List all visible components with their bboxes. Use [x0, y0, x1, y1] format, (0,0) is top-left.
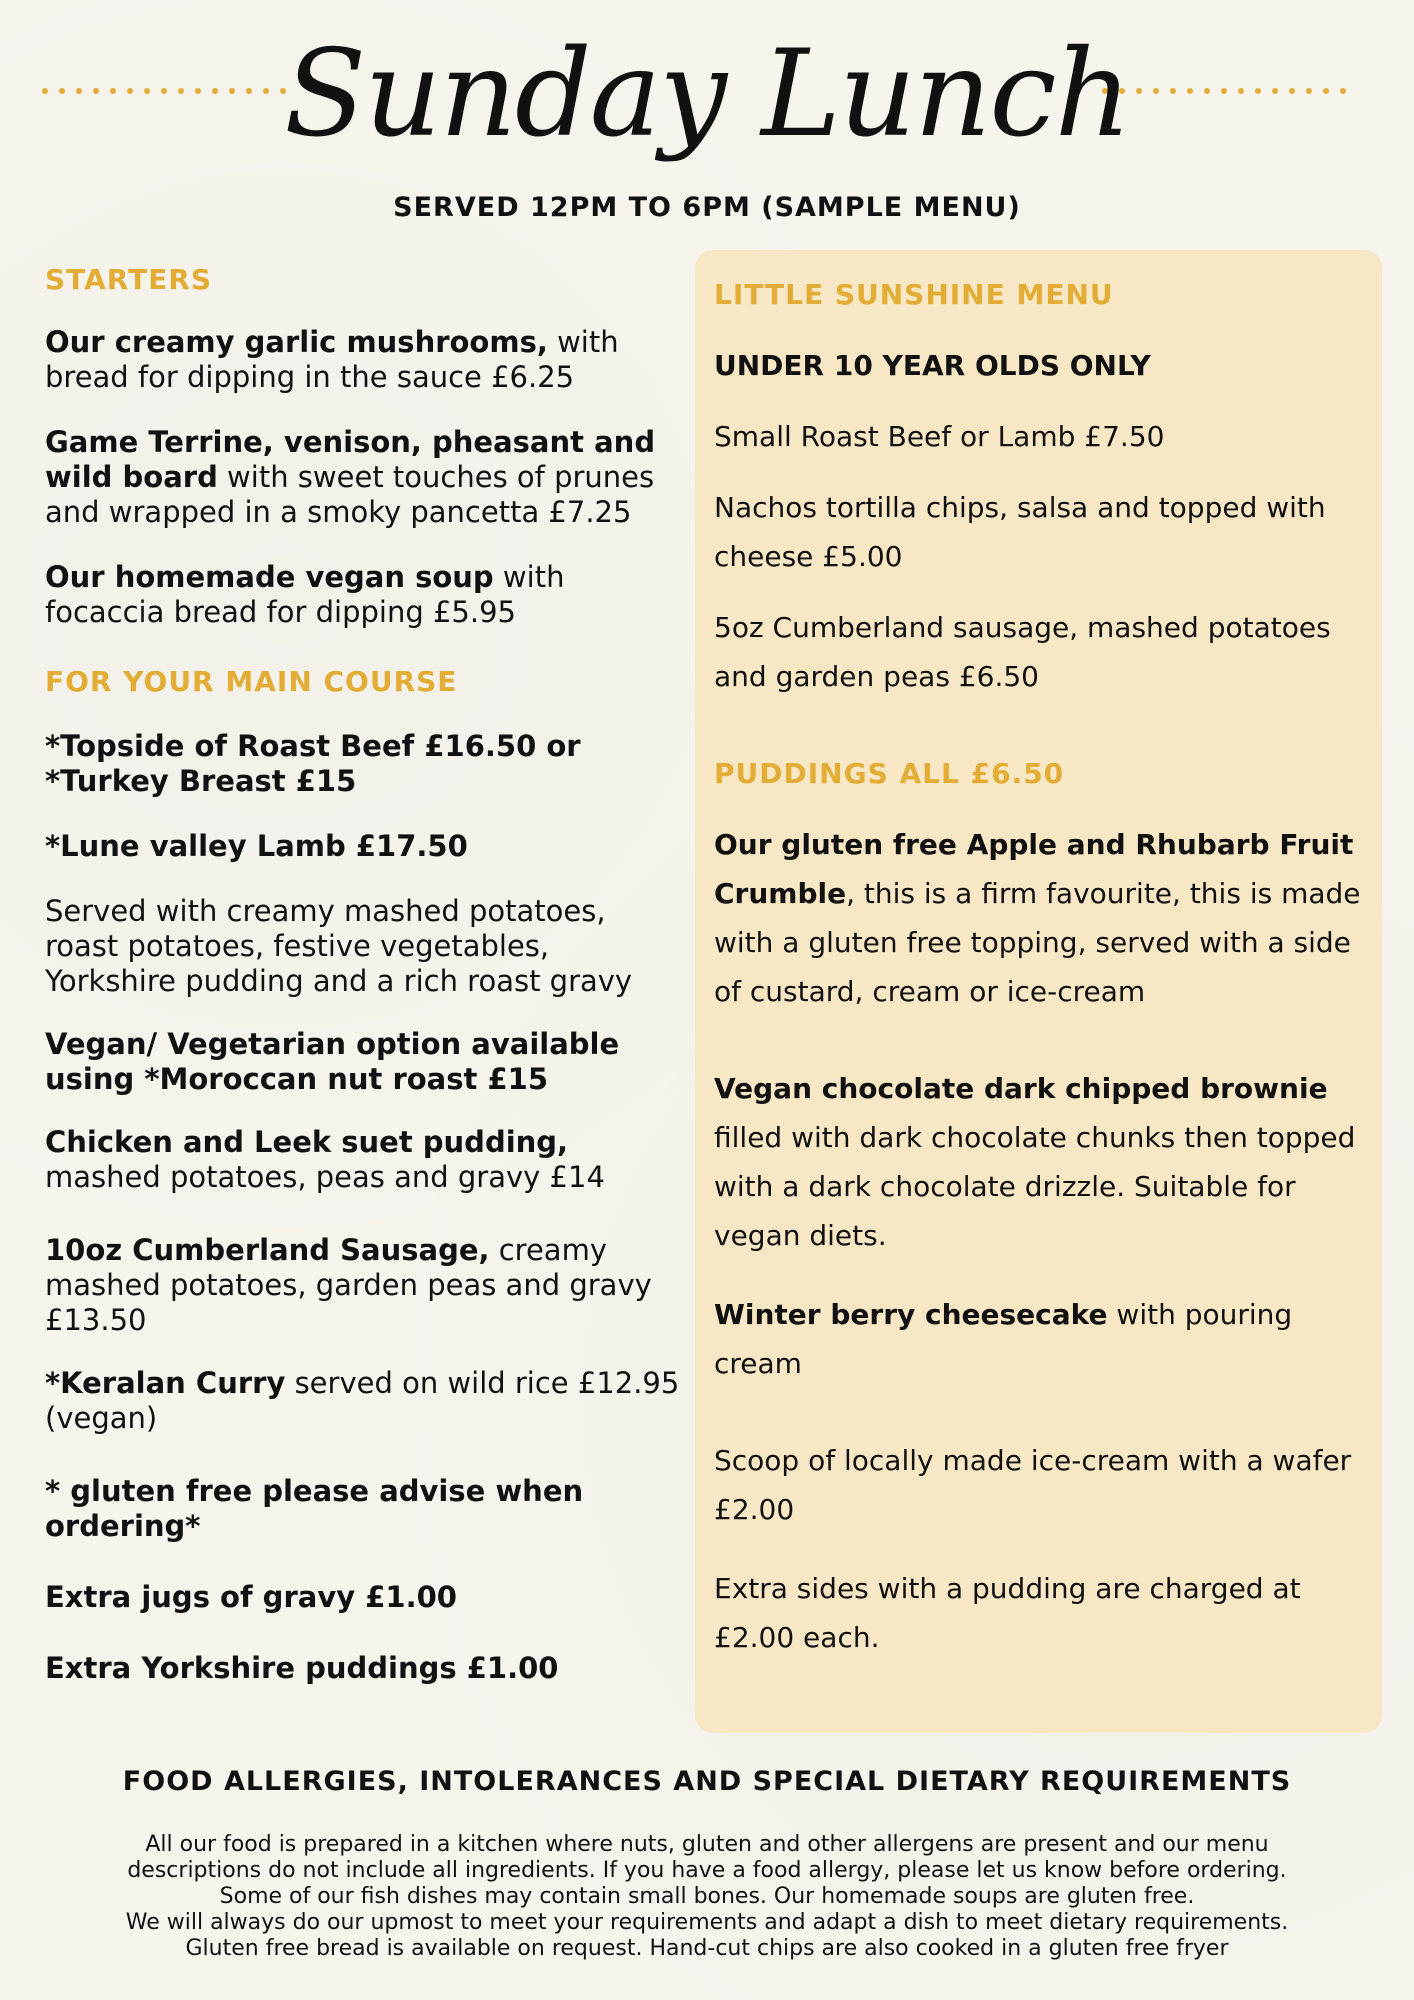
- main-item: [45, 729, 685, 799]
- item-name: Our creamy garlic mushrooms,: [45, 325, 548, 359]
- left-column: [45, 262, 685, 1686]
- item-name: *Lune valley Lamb £17.50: [45, 829, 468, 863]
- main-item: [45, 1125, 685, 1195]
- starter-item: [45, 325, 685, 395]
- item-name: *Topside of Roast Beef £16.50 or *Turkey Breast £15: [45, 729, 581, 798]
- item-name: Winter berry cheesecake: [714, 1298, 1108, 1331]
- item-desc: creamy mashed potatoes, garden peas and gravy £13.50: [45, 1233, 652, 1337]
- main-item: [45, 829, 685, 864]
- item-name: Our gluten free Apple and Rhubarb Fruit Crumble: [714, 828, 1354, 910]
- page-title: Sunday Lunch: [284, 25, 1130, 164]
- item-name: Chicken and Leek suet pudding,: [45, 1125, 569, 1159]
- item-name: Vegan chocolate dark chipped brownie: [714, 1072, 1328, 1105]
- pudding-item: [714, 1064, 1374, 1260]
- item-desc: with bread for dipping in the sauce £6.25: [45, 325, 619, 394]
- kids-age-note: UNDER 10 YEAR OLDS ONLY: [714, 349, 1151, 382]
- main-course-heading: FOR YOUR MAIN COURSE: [45, 665, 458, 698]
- starter-item: [45, 560, 685, 630]
- pudding-item: [714, 1564, 1374, 1662]
- puddings-heading: PUDDINGS ALL £6.50: [714, 757, 1065, 790]
- allergy-notice: [40, 1832, 1374, 1962]
- allergy-line: Gluten free bread is available on request. Hand-cut chips are also cooked in a gluten free fryer: [185, 1936, 1229, 1961]
- item-desc: with focaccia bread for dipping £5.95: [45, 560, 565, 629]
- item-desc: served on wild rice £12.95 (vegan): [45, 1366, 680, 1435]
- item-name: *Keralan Curry: [45, 1366, 286, 1400]
- item-desc: filled with dark chocolate chunks then topped with a dark chocolate drizzle. Suitable for vegan diets.: [714, 1121, 1356, 1252]
- allergy-line: descriptions do not include all ingredients. If you have a food allergy, please let us know before ordering.: [127, 1858, 1287, 1883]
- item-name: Our homemade vegan soup: [45, 560, 494, 594]
- main-item: [45, 1233, 685, 1338]
- item-name: Extra jugs of gravy £1.00: [45, 1580, 457, 1614]
- pudding-item: [714, 1436, 1374, 1534]
- item-name: * gluten free please advise when ordering*: [45, 1474, 584, 1543]
- item-desc: Extra sides with a pudding are charged at £2.00 each.: [714, 1572, 1301, 1654]
- kids-menu-heading: LITTLE SUNSHINE MENU: [714, 278, 1114, 311]
- item-desc: Served with creamy mashed potatoes, roast potatoes, festive vegetables, Yorkshire pudding and a rich roast gravy: [45, 894, 633, 998]
- kids-item: 5oz Cumberland sausage, mashed potatoes and garden peas £6.50: [714, 611, 1331, 693]
- allergy-line: We will always do our upmost to meet your requirements and adapt a dish to meet dietary requirements.: [125, 1910, 1289, 1935]
- gluten-free-note: [45, 1474, 685, 1544]
- item-desc: with pouring cream: [714, 1298, 1293, 1380]
- pudding-item: [714, 820, 1374, 1016]
- item-name: Game Terrine, venison, pheasant and wild board: [45, 425, 656, 494]
- item-name: 10oz Cumberland Sausage,: [45, 1233, 490, 1267]
- main-item: [45, 894, 685, 999]
- main-item: [45, 1027, 685, 1097]
- allergy-line: Some of our fish dishes may contain small bones. Our homemade soups are gluten free.: [219, 1884, 1195, 1909]
- starters-heading: STARTERS: [45, 263, 213, 296]
- main-item: [45, 1366, 685, 1436]
- starter-item: [45, 425, 685, 530]
- allergy-heading: FOOD ALLERGIES, INTOLERANCES AND SPECIAL DIETARY REQUIREMENTS: [122, 1766, 1292, 1797]
- right-column: [714, 270, 1374, 1662]
- service-times: SERVED 12PM TO 6PM (SAMPLE MENU): [393, 192, 1021, 223]
- item-desc: Scoop of locally made ice-cream with a wafer £2.00: [714, 1444, 1352, 1526]
- item-desc: mashed potatoes, peas and gravy £14: [45, 1160, 605, 1194]
- extra-item: [45, 1580, 685, 1615]
- item-desc: with sweet touches of prunes and wrapped in a smoky pancetta £7.25: [45, 460, 655, 529]
- allergy-line: All our food is prepared in a kitchen where nuts, gluten and other allergens are present and our menu: [145, 1832, 1269, 1857]
- item-name: Extra Yorkshire puddings £1.00: [45, 1651, 559, 1685]
- item-name: Vegan/ Vegetarian option available using *Moroccan nut roast £15: [45, 1027, 620, 1096]
- pudding-item: [714, 1290, 1374, 1388]
- kids-item: Nachos tortilla chips, salsa and topped with cheese £5.00: [714, 491, 1326, 573]
- extra-item: [45, 1651, 685, 1686]
- kids-item: Small Roast Beef or Lamb £7.50: [714, 420, 1165, 453]
- item-desc: , this is a firm favourite, this is made with a gluten free topping, served with a side of custard, cream or ice-cream: [714, 877, 1361, 1008]
